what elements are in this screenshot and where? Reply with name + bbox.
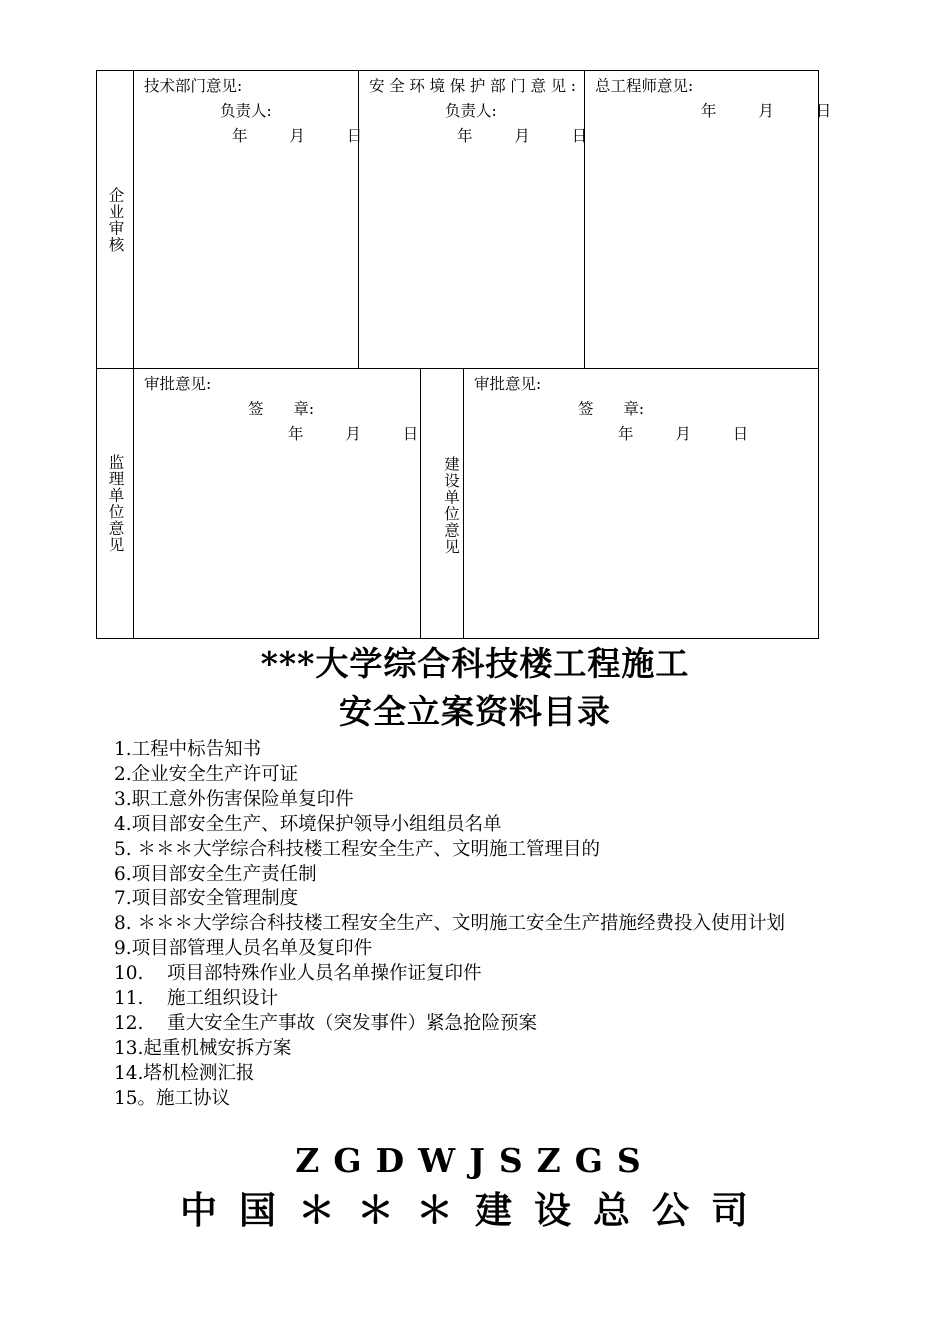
chief-engineer-date: 年 月 日 [701,102,832,120]
construction-unit-label: 建设单位意见 [421,369,464,639]
list-item: 1.工程中标告知书 [114,739,262,760]
document-title-line2: 安全立案资料目录 [339,692,611,731]
chief-engineer-cell [585,71,832,369]
list-item: 14.塔机检测汇报 [114,1062,255,1084]
tech-dept-cell [134,71,363,369]
list-item: 12. 重大安全生产事故（突发事件）紧急抢险预案 [114,1012,537,1034]
construction-date: 年 月 日 [618,425,749,443]
list-item: 15。施工协议 [114,1087,231,1109]
list-item: 3.职工意外伤害保险单复印件 [114,788,354,810]
safety-env-dept-cell [359,71,588,369]
tech-dept-responsible: 负责人: [220,102,272,120]
company-code: ZGDWJSZGS [295,1141,655,1180]
construction-opinion: 审批意见: [474,375,542,393]
list-item: 7.项目部安全管理制度 [114,888,299,910]
safety-env-dept-title: 安全环境保护部门意见: [369,77,577,95]
list-item: 4.项目部安全生产、环境保护领导小组组员名单 [114,813,502,835]
list-item: 10. 项目部特殊作业人员名单操作证复印件 [114,963,482,985]
review-form-table [96,70,832,639]
safety-env-dept-responsible: 负责人: [445,102,497,120]
document-list [114,738,854,1112]
list-item: 9.项目部管理人员名单及复印件 [114,938,373,960]
supervision-unit-cell [134,369,421,639]
list-item: 5. ＊＊＊大学综合科技楼工程安全生产、文明施工管理目的 [114,838,601,860]
construction-seal: 签 章: [578,400,645,418]
supervision-unit-label: 监理单位意见 [97,369,134,639]
enterprise-review-label: 企业审核 [97,71,134,369]
list-item: 13.起重机械安拆方案 [114,1037,292,1059]
list-item: 8. ＊＊＊大学综合科技楼工程安全生产、文明施工安全生产措施经费投入使用计划 [114,913,786,935]
document-title-line1: ***大学综合科技楼工程施工 [260,644,690,683]
construction-unit-cell [464,369,819,639]
chief-engineer-title: 总工程师意见: [595,77,694,95]
safety-env-dept-date: 年 月 日 [457,127,588,145]
supervision-date: 年 月 日 [288,425,419,443]
supervision-opinion: 审批意见: [144,375,212,393]
list-item: 2.企业安全生产许可证 [114,763,299,785]
tech-dept-title: 技术部门意见: [144,77,243,95]
supervision-seal: 签 章: [248,400,315,418]
company-name: 中国＊＊＊建设总公司 [180,1188,770,1232]
list-item: 11. 施工组织设计 [114,988,278,1010]
tech-dept-date: 年 月 日 [232,127,363,145]
list-item: 6.项目部安全生产责任制 [114,863,317,885]
